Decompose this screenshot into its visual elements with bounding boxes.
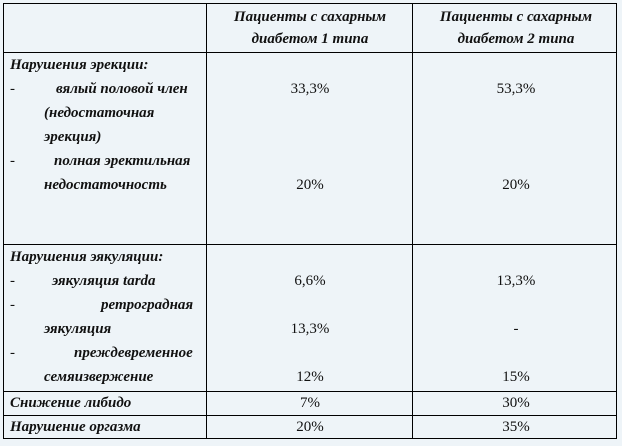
column-divider (206, 4, 207, 438)
section-title-erection: Нарушения эрекции: (10, 57, 149, 73)
row-divider (4, 244, 616, 245)
list-dash: - (10, 81, 15, 97)
row-label: недостаточность (44, 177, 167, 193)
value-cell: 33,3% (290, 81, 330, 97)
list-dash: - (10, 273, 15, 289)
value-cell: 6,6% (294, 273, 326, 289)
row-label: преждевременное (74, 345, 193, 361)
data-table (3, 3, 617, 439)
list-dash: - (10, 297, 15, 313)
row-label: эрекция) (44, 129, 102, 145)
header-col2-line2: диабетом 2 типа (457, 31, 575, 47)
value-cell: 20% (502, 177, 530, 193)
list-dash: - (10, 153, 15, 169)
value-cell: 7% (300, 395, 320, 411)
column-divider (412, 4, 413, 438)
value-cell: 13,3% (496, 273, 536, 289)
value-cell: 35% (502, 419, 530, 435)
value-cell: 20% (296, 419, 324, 435)
value-cell: 15% (502, 369, 530, 385)
row-label: вялый половой член (56, 81, 188, 97)
value-cell: 53,3% (496, 81, 536, 97)
row-title-orgasm: Нарушение оргазма (10, 419, 141, 435)
row-label: эякуляция (44, 321, 112, 337)
row-title-libido: Снижение либидо (10, 395, 132, 411)
value-cell: 30% (502, 395, 530, 411)
value-cell: - (513, 321, 519, 337)
row-divider (4, 52, 616, 53)
header-col2-line1: Пациенты с сахарным (439, 9, 593, 25)
section-title-ejaculation: Нарушения эякуляции: (10, 249, 164, 265)
header-col1-line1: Пациенты с сахарным (233, 9, 387, 25)
row-label: ретроградная (101, 297, 194, 313)
value-cell: 12% (296, 369, 324, 385)
list-dash: - (10, 345, 15, 361)
row-label: (недостаточная (44, 105, 155, 121)
header-col1-line2: диабетом 1 типа (251, 31, 369, 47)
row-label: семяизвержение (44, 369, 154, 385)
row-label: полная эректильная (54, 153, 191, 169)
row-label: эякуляция tarda (52, 273, 156, 289)
value-cell: 20% (296, 177, 324, 193)
value-cell: 13,3% (290, 321, 330, 337)
